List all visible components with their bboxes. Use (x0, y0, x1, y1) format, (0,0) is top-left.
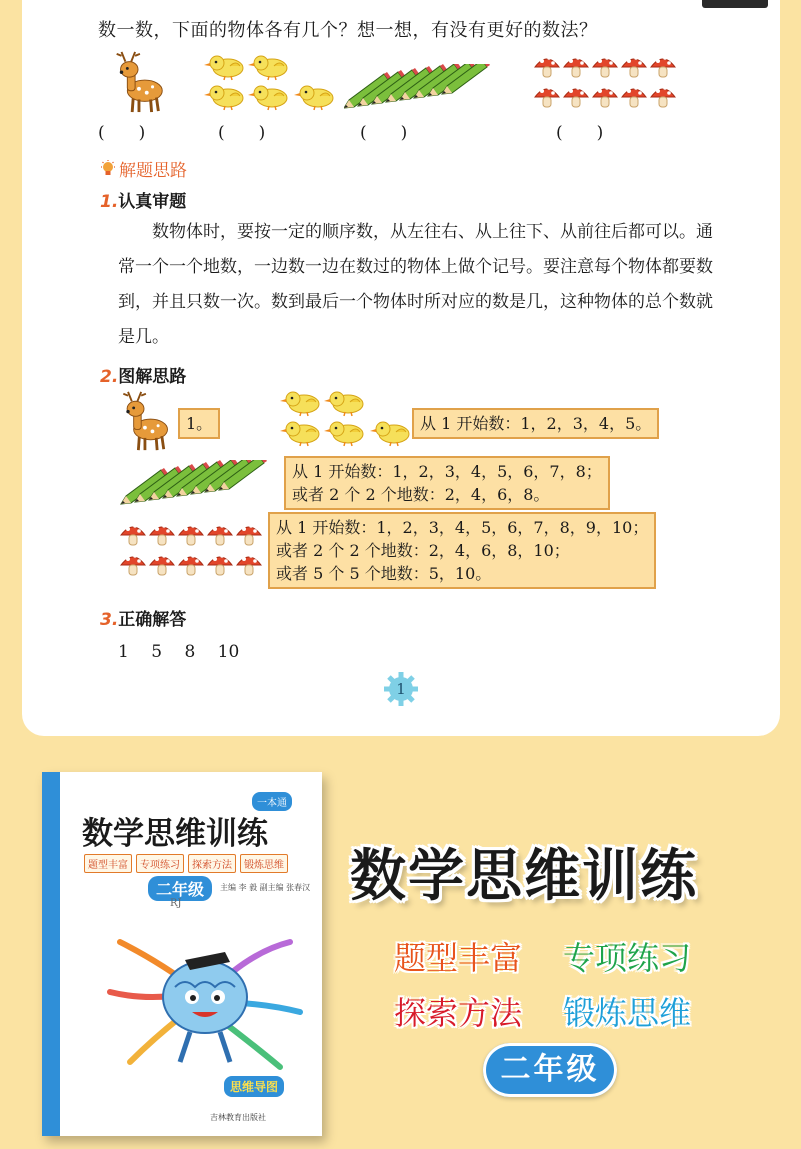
book-tag: 题型丰富 (84, 854, 132, 873)
book-spine-text: 数学思维训练一本通二年级 (63, 792, 75, 959)
chick-count-box: 从 1 开始数：1，2，3，4，5。 (412, 408, 659, 439)
book-badge: 一本通 (252, 792, 292, 811)
answer-blank[interactable]: ( ) (218, 123, 266, 143)
step-label: 正确解答 (118, 610, 187, 630)
step-heading (100, 605, 186, 630)
promo-grade: 二年级 (483, 1043, 617, 1097)
mushroom-icon (622, 86, 646, 107)
promo-tag: 探索方法 (394, 994, 523, 1032)
step1-paragraph (118, 215, 718, 355)
step-heading (100, 362, 186, 387)
final-answers: 1 5 8 10 (118, 642, 240, 662)
chick-icon (294, 86, 333, 110)
mushroom-icon (535, 86, 559, 107)
book-tag: 专项练习 (136, 854, 184, 873)
promo-title: 数学思维训练 (350, 844, 698, 909)
mushroom-icon (593, 56, 617, 77)
mushroom-group (120, 522, 270, 578)
chick-group (202, 52, 352, 114)
box-line: 或者 2 个 2 个地数：2，4，6，8，10； (276, 541, 570, 560)
mushroom-icon (535, 56, 559, 77)
book-grade: 二年级 (148, 876, 212, 901)
chick-icon (204, 86, 243, 110)
pencil-group (344, 64, 504, 110)
promo-tag: 锻炼思维 (563, 994, 692, 1032)
worksheet-page (22, 0, 780, 736)
promo-tag: 专项练习 (563, 939, 692, 977)
promo-tag: 题型丰富 (394, 939, 523, 977)
hint-heading-text: 解题思路 (119, 161, 187, 181)
mushroom-icon (593, 86, 617, 107)
chick-icon (204, 56, 243, 80)
pencil-group (118, 460, 284, 506)
answer-blank[interactable]: ( ) (360, 123, 408, 143)
brain-mascot-icon (80, 902, 320, 1082)
box-line: 从 1 开始数：1，2，3，4，5，6，7，8，9，10； (276, 518, 649, 537)
book-cover (42, 772, 322, 1136)
question-text: 数一数，下面的物体各有几个？想一想，有没有更好的数法？ (98, 20, 598, 41)
deer-count-box: 1。 (178, 408, 220, 439)
deer-icon (118, 390, 170, 452)
book-tag: 锻炼思维 (240, 854, 288, 873)
deer-icon (110, 50, 166, 114)
box-line: 或者 2 个 2 个地数：2，4，6，8。 (292, 485, 550, 504)
step-number: 2. (100, 367, 119, 387)
chick-icon (248, 86, 287, 110)
page-number (382, 670, 420, 708)
lightbulb-icon (100, 160, 116, 178)
mushroom-count-box (268, 512, 656, 589)
paragraph-text: 数物体时，要按一定的顺序数，从左往右、从上往下、从前往后都可以。通常一个一个地数，一边数一边在数过的物体上做个记号。要注意每个物体都要数到，并且只数一次。数到最后一个物体时所对应的数是几，这种物体的总个数就是几。 (118, 222, 713, 347)
box-line: 从 1 开始数：1，2，3，4，5，6，7，8； (292, 462, 602, 481)
book-editor: 主编 李 毅 副主编 张春汉 (220, 883, 311, 892)
step-heading (100, 187, 186, 212)
step-label: 认真审题 (118, 192, 187, 212)
mushroom-icon (564, 86, 588, 107)
book-tag: 探索方法 (188, 854, 236, 873)
step-label: 图解思路 (118, 367, 187, 387)
page-number-text: 1 (396, 680, 406, 698)
box-line: 或者 5 个 5 个地数：5，10。 (276, 564, 492, 583)
book-publisher: 吉林教育出版社 (210, 1113, 266, 1122)
answer-blank[interactable]: ( ) (556, 123, 604, 143)
chick-group (278, 388, 428, 450)
answer-blank[interactable]: ( ) (98, 123, 146, 143)
hint-heading (100, 156, 187, 181)
mushroom-icon (622, 56, 646, 77)
book-title: 数学思维训练 (82, 816, 268, 852)
pencil-count-box (284, 456, 610, 510)
step-number: 1. (100, 192, 119, 212)
chick-icon (248, 56, 287, 80)
mushroom-icon (564, 56, 588, 77)
book-tags (84, 854, 288, 873)
book-logo: 思维导图 (224, 1076, 284, 1097)
step-number: 3. (100, 610, 119, 630)
corner-tag (702, 0, 768, 8)
mushroom-group (534, 54, 684, 110)
mushroom-icon (651, 56, 675, 77)
book-rj: RJ (170, 898, 182, 909)
mushroom-icon (651, 86, 675, 107)
